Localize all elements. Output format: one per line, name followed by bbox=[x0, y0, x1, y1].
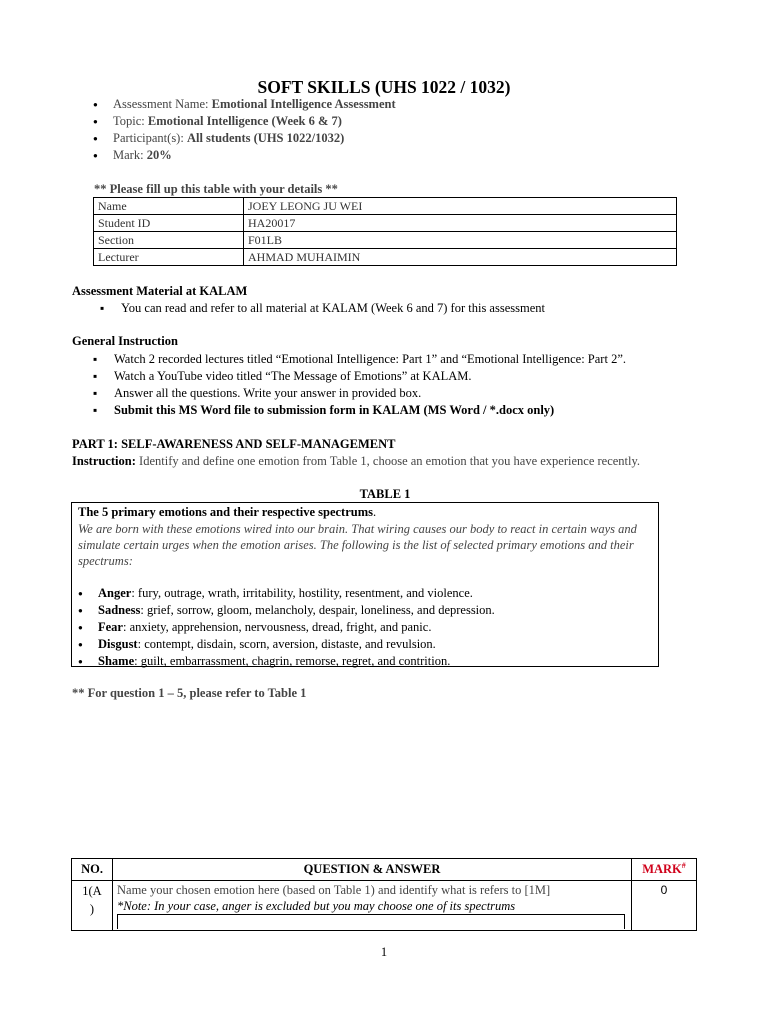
topic-label: Topic: bbox=[113, 114, 148, 128]
list-item: ▪ Watch a YouTube video titled “The Message of Emotions” at KALAM. bbox=[88, 368, 728, 385]
lecturer-label: Lecturer bbox=[94, 249, 244, 266]
topic-value: Emotional Intelligence (Week 6 & 7) bbox=[147, 114, 342, 128]
emotion-anger: Anger bbox=[98, 586, 132, 600]
student-id-field[interactable]: HA20017 bbox=[244, 215, 677, 232]
list-item bbox=[72, 585, 658, 602]
list-item bbox=[72, 653, 658, 670]
question-mark[interactable]: 0 bbox=[632, 881, 697, 931]
name-label: Name bbox=[94, 198, 244, 215]
question-number-line1: 1(A bbox=[82, 884, 102, 898]
emotion-list bbox=[72, 585, 658, 670]
material-list bbox=[95, 300, 715, 317]
list-item: ▪ Answer all the questions. Write your answer in provided box. bbox=[88, 385, 728, 402]
emotion-spectrum: : contempt, disdain, scorn, aversion, distaste, and revulsion. bbox=[137, 637, 436, 651]
question-cell bbox=[113, 881, 632, 931]
material-heading: Assessment Material at KALAM bbox=[72, 284, 248, 298]
section-label: Section bbox=[94, 232, 244, 249]
table1-box bbox=[71, 502, 659, 667]
list-item bbox=[72, 636, 658, 653]
col-mark-header bbox=[632, 859, 697, 881]
emotion-spectrum: : guilt, embarrassment, chagrin, remorse, regret, and contrition. bbox=[134, 654, 451, 668]
list-item: ▪ Watch 2 recorded lectures titled “Emotional Intelligence: Part 1” and “Emotional Intelligence: Part 2”. bbox=[88, 351, 728, 368]
table-row bbox=[72, 881, 697, 931]
part1-heading: PART 1: SELF-AWARENESS AND SELF-MANAGEMENT bbox=[72, 437, 396, 451]
general-instruction-heading: General Instruction bbox=[72, 334, 178, 348]
table-row bbox=[94, 198, 677, 215]
table1-heading-end: . bbox=[373, 505, 377, 519]
general-instruction-list bbox=[88, 351, 728, 419]
table-header-row bbox=[72, 859, 697, 881]
lecturer-field[interactable]: AHMAD MUHAIMIN bbox=[244, 249, 677, 266]
details-table bbox=[93, 197, 677, 266]
table1-intro: We are born with these emotions wired into our brain. That wiring causes our body to react in certain ways and simulate certain urges when the emotion arises. The following is the list of selected primary emotions and their spectrums: bbox=[78, 522, 637, 568]
emotion-shame: Shame bbox=[98, 654, 135, 668]
assessment-info-list bbox=[87, 96, 687, 164]
list-item bbox=[72, 602, 658, 619]
list-item bbox=[87, 147, 687, 164]
list-item bbox=[87, 96, 687, 113]
emotion-spectrum: : grief, sorrow, gloom, melancholy, despair, loneliness, and depression. bbox=[140, 603, 495, 617]
emotion-fear: Fear bbox=[98, 620, 123, 634]
list-item: ▪ Submit this MS Word file to submission form in KALAM (MS Word / *.docx only) bbox=[88, 402, 728, 419]
col-no-header: NO. bbox=[72, 859, 113, 881]
mark-value: 20% bbox=[146, 148, 172, 162]
list-item bbox=[87, 113, 687, 130]
list-item bbox=[87, 130, 687, 147]
col-qa-header: QUESTION & ANSWER bbox=[113, 859, 632, 881]
section-field[interactable]: F01LB bbox=[244, 232, 677, 249]
emotion-disgust: Disgust bbox=[98, 637, 138, 651]
participants-label: Participant(s): bbox=[113, 131, 187, 145]
refer-note: ** For question 1 – 5, please refer to Table 1 bbox=[72, 686, 307, 700]
emotion-spectrum: : anxiety, apprehension, nervousness, dread, fright, and panic. bbox=[122, 620, 432, 634]
table1-caption: TABLE 1 bbox=[359, 487, 411, 501]
student-id-label: Student ID bbox=[94, 215, 244, 232]
mark-label: Mark: bbox=[113, 148, 147, 162]
instruction-text: Identify and define one emotion from Table 1, choose an emotion that you have experience recently. bbox=[135, 454, 641, 468]
table-row bbox=[94, 249, 677, 266]
table-row bbox=[94, 215, 677, 232]
list-item bbox=[72, 619, 658, 636]
details-instruction: ** Please fill up this table with your details ** bbox=[94, 182, 338, 196]
part1-instruction bbox=[72, 453, 672, 469]
question-text: Name your chosen emotion here (based on Table 1) and identify what is refers to [1M] bbox=[117, 883, 551, 897]
name-field[interactable]: JOEY LEONG JU WEI bbox=[244, 198, 677, 215]
assessment-name-value: Emotional Intelligence Assessment bbox=[211, 97, 396, 111]
assessment-name-label: Assessment Name: bbox=[113, 97, 212, 111]
emotion-spectrum: : fury, outrage, wrath, irritability, hostility, resentment, and violence. bbox=[131, 586, 473, 600]
page-number: 1 bbox=[380, 945, 388, 959]
table1-heading bbox=[78, 504, 652, 520]
answer-box[interactable] bbox=[117, 914, 625, 929]
question-note: *Note: In your case, anger is excluded but you may choose one of its spectrums bbox=[117, 899, 516, 913]
page-title: SOFT SKILLS (UHS 1022 / 1032) bbox=[257, 77, 511, 97]
question-number-line2: ) bbox=[89, 902, 95, 916]
emotion-sadness: Sadness bbox=[98, 603, 141, 617]
participants-value: All students (UHS 1022/1032) bbox=[186, 131, 345, 145]
col-mark-sup: # bbox=[681, 860, 686, 870]
list-item: ▪ You can read and refer to all material at KALAM (Week 6 and 7) for this assessment bbox=[95, 300, 715, 317]
table-row bbox=[94, 232, 677, 249]
table1-heading-text: The 5 primary emotions and their respective spectrums bbox=[78, 505, 373, 519]
question-number bbox=[72, 881, 113, 931]
instruction-label: Instruction: bbox=[72, 454, 136, 468]
col-mark-label: MARK bbox=[642, 862, 682, 876]
question-answer-table bbox=[71, 858, 697, 931]
